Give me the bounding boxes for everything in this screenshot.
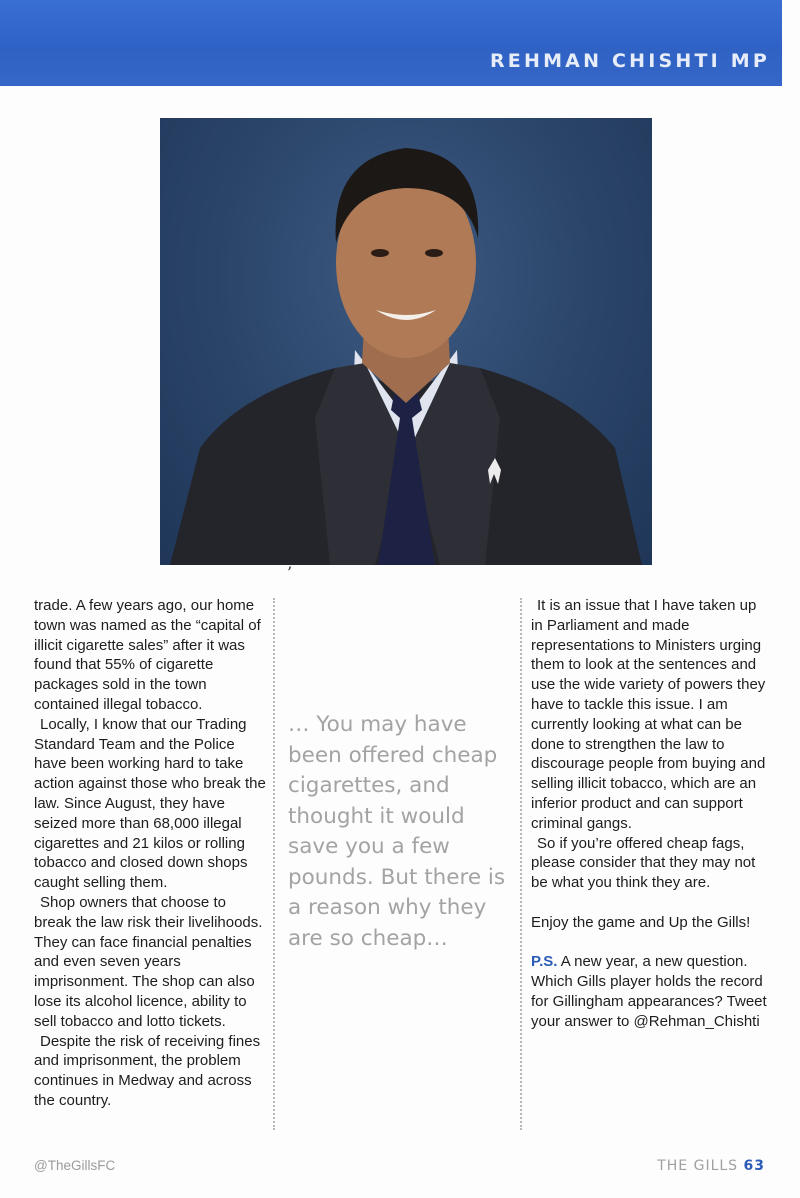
paragraph: So if you’re offered cheap fags, please consider that they may not be what you think they are.	[531, 834, 756, 892]
sign-off: Enjoy the game and Up the Gills!	[531, 913, 751, 931]
column-divider	[520, 598, 522, 1130]
paragraph: Locally, I know that our Trading Standard Team and the Police have been working hard to take action against those who break the law. Since August, they have seized more than 68,000 illegal cigarettes and 21 kilos or rolling tobacco and closed down shops caught selling them.	[34, 715, 266, 892]
section-title: REHMAN CHISHTI MP	[489, 50, 770, 72]
pull-quote: … You may have been offered cheap cigarettes, and thought it would save you a few pounds. But there is a reason why they are so cheap…	[288, 712, 506, 951]
ps-text: A new year, a new question. Which Gills player holds the record for Gillingham appearances? Tweet your answer to @Rehman_Chishti	[531, 953, 767, 1030]
article-column-1	[34, 596, 266, 1111]
paragraph: trade. A few years ago, our home town was named as the “capital of illicit cigarette sales” after it was found that 55% of cigarette packages sold in the town contained illegal tobacco.	[34, 597, 261, 713]
footer-twitter-handle: @TheGillsFC	[34, 1158, 116, 1173]
paragraph: It is an issue that I have taken up in Parliament and made representations to Ministers urging them to look at the sentences and use the wide variety of powers they have to tackle this issue. I am currently looking at what can be done to strengthen the law to discourage people from buying and selling illicit tobacco, which are an inferior product and can support criminal gangs.	[531, 597, 766, 832]
postscript	[531, 952, 771, 1031]
photo-caption-mark: ’	[287, 563, 293, 582]
paragraph: Despite the risk of receiving fines and imprisonment, the problem continues in Medway and across the country.	[34, 1032, 261, 1109]
column-divider	[273, 598, 275, 1130]
ps-label: P.S.	[531, 953, 558, 971]
article-column-3	[531, 596, 771, 1032]
header-banner	[0, 0, 782, 86]
page-number: 63	[743, 1158, 765, 1174]
footer-page-info	[657, 1158, 765, 1174]
portrait-photo	[160, 118, 652, 565]
magazine-name: THE GILLS	[657, 1158, 739, 1174]
paragraph: Shop owners that choose to break the law risk their livelihoods. They can face financial penalties and even seven years imprisonment. The shop can also lose its alcohol licence, ability to sell tobacco and lotto tickets.	[34, 893, 263, 1030]
